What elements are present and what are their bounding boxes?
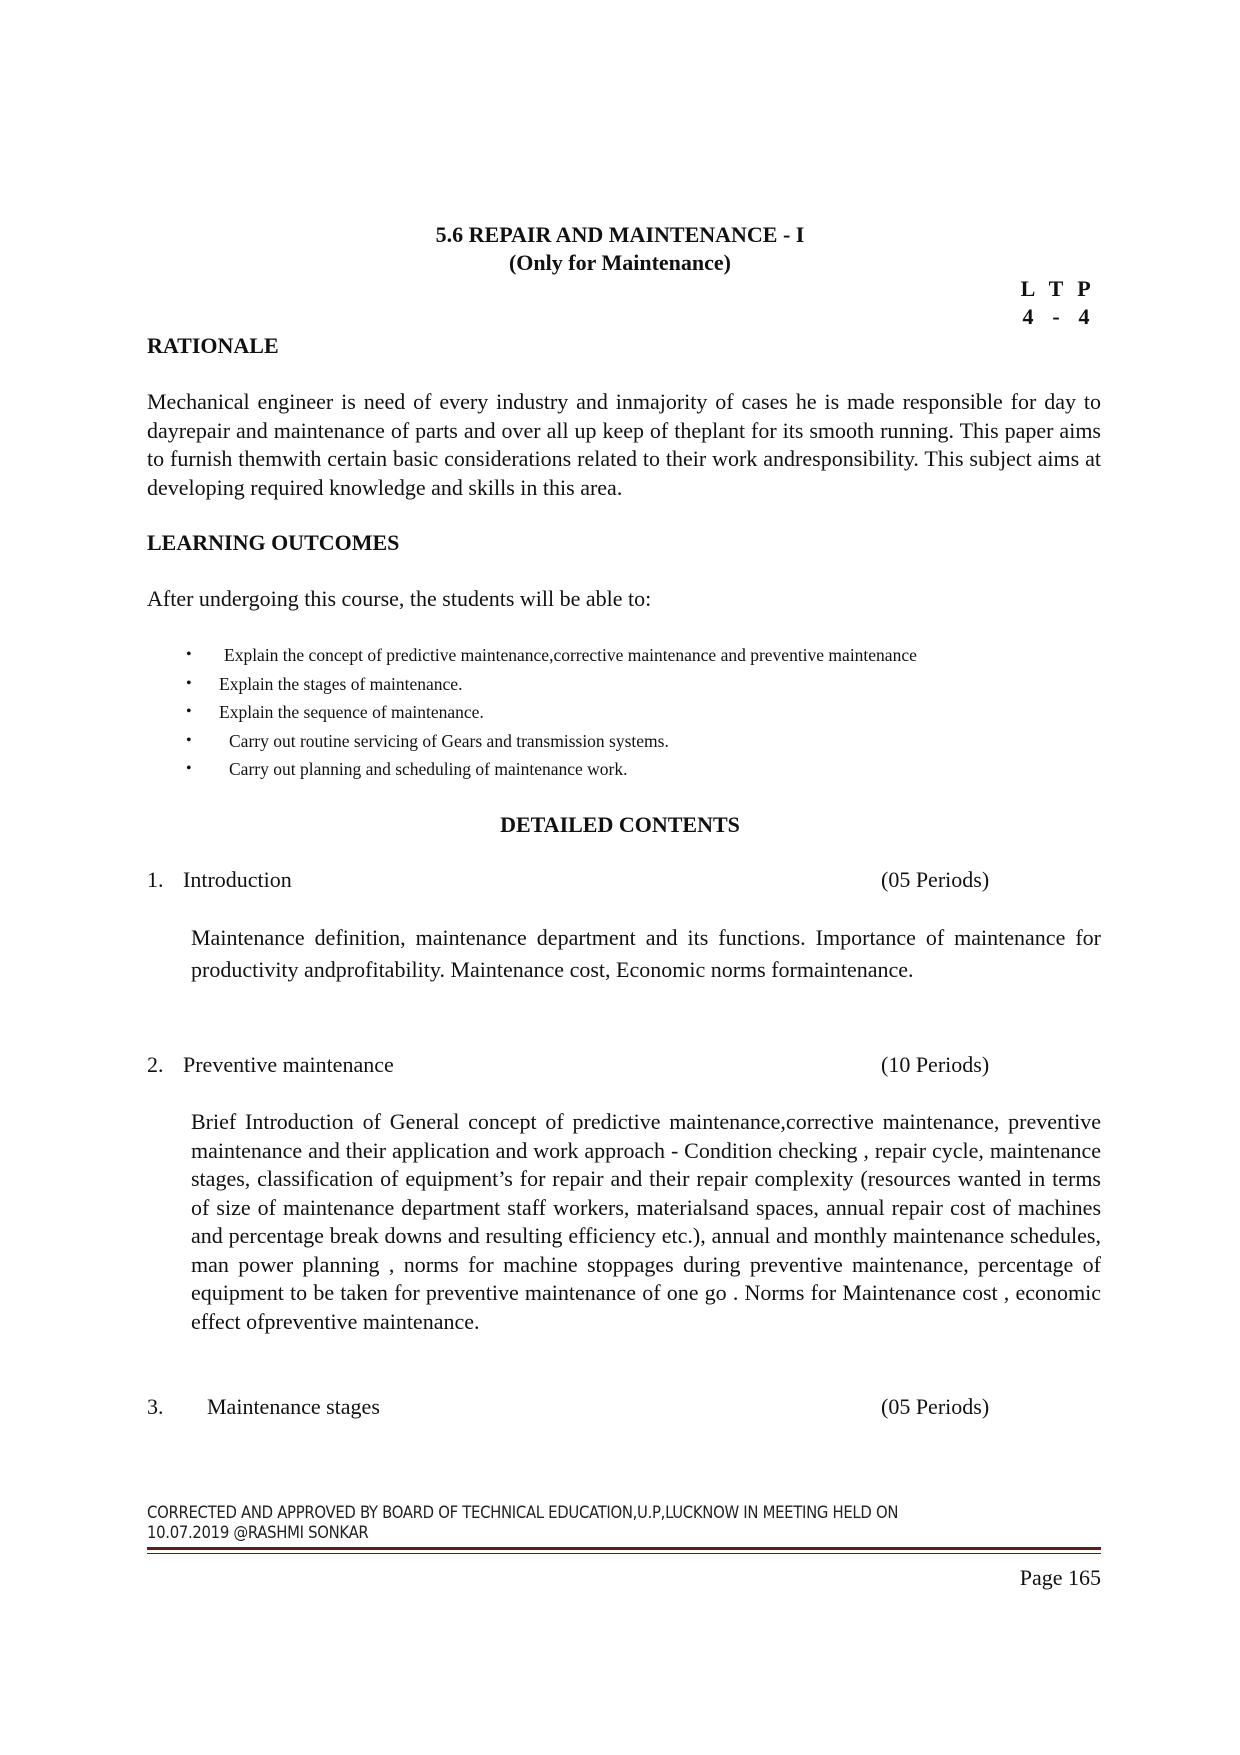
- bullet-icon: •: [186, 760, 192, 777]
- ltp-p-value: 4: [1078, 304, 1090, 329]
- section-body: Maintenance definition, maintenance department and its functions. Importance of maintenance for productivity andprofitability. Maintenance cost, Economic norms formaintenance.: [191, 925, 1101, 982]
- section-row: [147, 1394, 1007, 1424]
- bullet-icon: •: [186, 646, 192, 663]
- ltp-t-label: T: [1048, 276, 1064, 301]
- section-row: [147, 867, 1007, 897]
- section-number: 1.: [147, 867, 164, 892]
- ltp-p-label: P: [1077, 276, 1091, 301]
- footer-note-line-2: 10.07.2019 @RASHMI SONKAR: [147, 1523, 369, 1542]
- section-row: [147, 1052, 1007, 1082]
- course-subtitle: (Only for Maintenance): [508, 250, 731, 275]
- footer-note: [147, 1503, 1107, 1543]
- footer-divider: [147, 1547, 1101, 1550]
- section-name: Introduction: [183, 867, 292, 892]
- rationale-text: Mechanical engineer is need of every industry and inmajority of cases he is made responsible for day to dayrepair and maintenance of parts and over all up keep of theplant for its smooth running. This paper aims to furnish themwith certain basic considerations related to their work andresponsibility. This subject aims at developing required knowledge and skills in this area.: [147, 389, 1101, 500]
- ltp-l-value: 4: [1022, 304, 1034, 329]
- bullet-icon: •: [186, 703, 192, 720]
- ltp-header: [1014, 276, 1098, 302]
- course-title: 5.6 REPAIR AND MAINTENANCE - I: [435, 222, 805, 247]
- learning-outcomes-heading: LEARNING OUTCOMES: [147, 530, 400, 555]
- section-number: 3.: [147, 1394, 164, 1419]
- section-periods: (05 Periods): [881, 1394, 990, 1419]
- section-body: Brief Introduction of General concept of predictive maintenance,corrective maintenance, preventive maintenance and their application and work approach - Condition checking , repair cycle, maintenance stages, classification of equipment’s for repair and their repair complexity (resources wanted in terms of size of maintenance department staff workers, materialsand spaces, annual repair cost of machines and percentage break downs and resulting efficiency etc.), annual and monthly maintenance schedules, man power planning , norms for machine stoppages during preventive maintenance, percentage of equipment to be taken for preventive maintenance of one go . Norms for Maintenance cost , economic effect ofpreventive maintenance.: [191, 1109, 1101, 1334]
- list-item-text: Explain the stages of maintenance.: [219, 673, 463, 694]
- list-item-text: Carry out routine servicing of Gears and transmission systems.: [229, 730, 669, 751]
- bullet-icon: •: [186, 731, 192, 749]
- list-item-text: Explain the concept of predictive maintenance,corrective maintenance and preventive maintenance: [224, 645, 917, 665]
- list-item-text: Explain the sequence of maintenance.: [219, 702, 484, 722]
- detailed-contents-heading: DETAILED CONTENTS: [500, 812, 740, 837]
- ltp-t-value: -: [1052, 304, 1060, 329]
- section-name: Maintenance stages: [207, 1394, 380, 1419]
- section-periods: (05 Periods): [881, 867, 990, 892]
- ltp-values: [1014, 304, 1098, 330]
- rationale-heading: RATIONALE: [147, 333, 279, 358]
- footer-note-line-1: CORRECTED AND APPROVED BY BOARD OF TECHNICAL EDUCATION,U.P,LUCKNOW IN MEETING HELD ON: [147, 1503, 899, 1522]
- section-name: Preventive maintenance: [183, 1052, 394, 1077]
- page-number: Page 165: [1019, 1565, 1101, 1590]
- list-item-text: Carry out planning and scheduling of maintenance work.: [229, 759, 628, 779]
- footer-divider-thin: [147, 1553, 1101, 1554]
- ltp-l-label: L: [1020, 276, 1036, 301]
- learning-outcomes-intro: After undergoing this course, the students will be able to:: [147, 586, 652, 611]
- section-number: 2.: [147, 1052, 164, 1077]
- section-periods: (10 Periods): [881, 1052, 990, 1077]
- bullet-icon: •: [186, 674, 192, 692]
